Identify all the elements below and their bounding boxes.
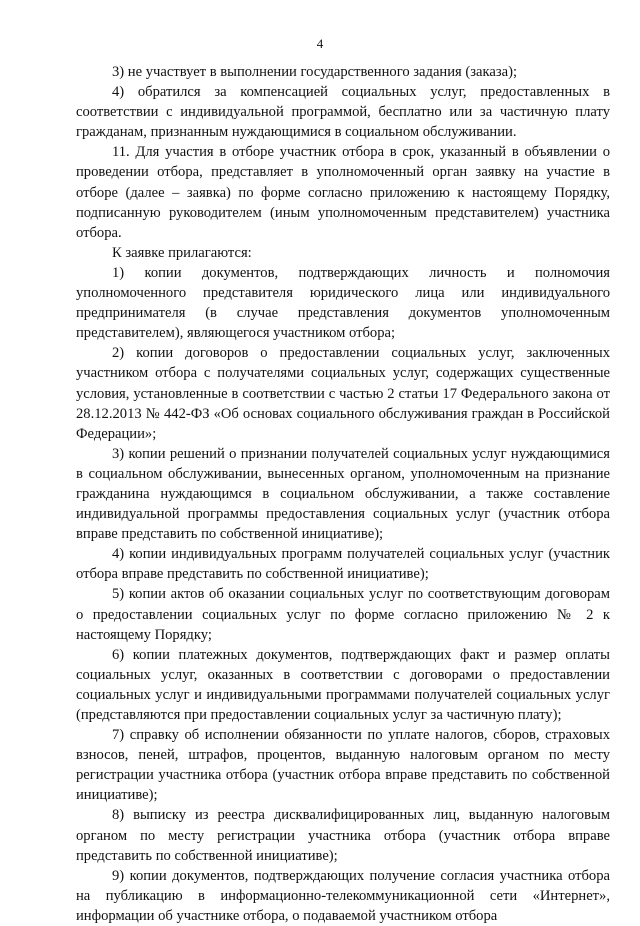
paragraph-attachment-2: 2) копии договоров о предоставлении социальных услуг, заключенных участником отбора с получателями социальных услуг, содержащих существенные условия, установленные в соответствии с частью 2 статьи 17 Федерального закона от 28.12.2013 № 442-ФЗ «Об основах социального обслуживания граждан в Российской Федерации»; — [76, 345, 610, 442]
paragraph-attachment-6: 6) копии платежных документов, подтверждающих факт и размер оплаты социальных услуг, оказанных в соответствии с договорами о предоставлении социальных услуг и индивидуальными программами получателей социальных услуг (представляются при предоставлении социальных услуг за частичную плату); — [76, 646, 610, 723]
paragraph-attachment-7: 7) справку об исполнении обязанности по уплате налогов, сборов, страховых взносов, пеней, штрафов, процентов, выданную налоговым органом по месту регистрации участника отбора (участник отбора вправе представить по собственной инициативе); — [76, 727, 610, 804]
paragraph-attachments-intro: К заявке прилагаются: — [112, 244, 252, 261]
paragraph-attachment-1: 1) копии документов, подтверждающих личность и полномочия уполномоченного представителя юридического лица или индивидуального предпринимателя (в случае представления документов уполномоченным представителем), являющегося участником отбора; — [76, 264, 610, 342]
page-number: 4 — [316, 36, 324, 51]
document-body — [76, 62, 610, 926]
paragraph-attachment-9: 9) копии документов, подтверждающих получение согласия участника отбора на публикацию в информационно-телекоммуникационной сети «Интернет», информации об участнике отбора, о подаваемой участником отбора — [76, 867, 610, 924]
paragraph-item-3: 3) не участвует в выполнении государственного задания (заказа); — [112, 64, 518, 80]
paragraph-item-4: 4) обратился за компенсацией социальных услуг, предоставленных в соответствии с индивидуальной программой, бесплатно или за частичную плату гражданам, признанным нуждающимися в социальном обслуживании. — [76, 84, 610, 141]
paragraph-section-11: 11. Для участия в отборе участник отбора в срок, указанный в объявлении о проведении отбора, представляет в уполномоченный орган заявку на участие в отборе (далее – заявка) по форме согласно приложению к настоящему Порядку, подписанную руководителем (иным уполномоченным представителем) участника отбора. — [76, 144, 610, 241]
paragraph-attachment-5: 5) копии актов об оказании социальных услуг по соответствующим договорам о предоставлении социальных услуг по форме согласно приложению № 2 к настоящему Порядку; — [76, 586, 610, 643]
paragraph-attachment-4: 4) копии индивидуальных программ получателей социальных услуг (участник отбора вправе представить по собственной инициативе); — [76, 546, 610, 583]
paragraph-attachment-3: 3) копии решений о признании получателей социальных услуг нуждающимися в социальном обслуживании, вынесенных органом, уполномоченным на признание гражданина нуждающимся в социальном обслуживании, а также составление индивидуальной программы предоставления социальных услуг (участник отбора вправе представить по собственной инициативе); — [76, 445, 610, 543]
paragraph-attachment-8: 8) выписку из реестра дисквалифицированных лиц, выданную налоговым органом по месту регистрации участника отбора (участник отбора вправе представить по собственной инициативе); — [76, 807, 610, 864]
